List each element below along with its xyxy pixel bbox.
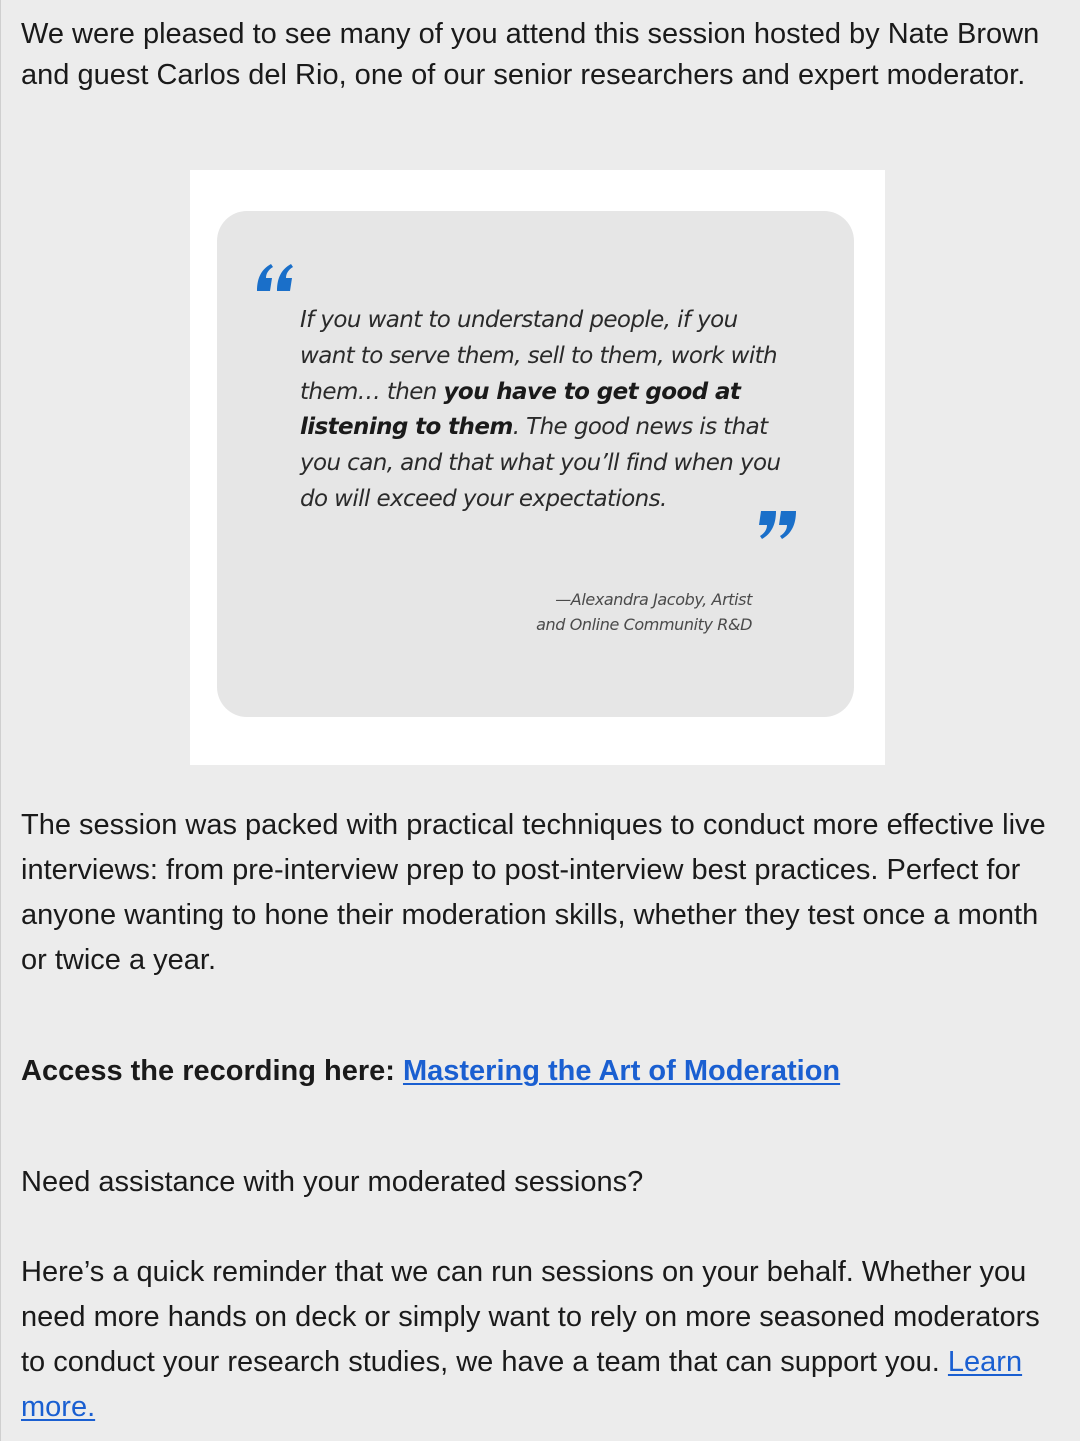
quote-attribution [536, 587, 752, 637]
learn-more-link[interactable]: Learn more. [21, 1346, 1023, 1423]
quote-card-inner [217, 211, 854, 717]
access-recording-paragraph [21, 1049, 1061, 1094]
quote-text-bold: you have to get good at listening to them [300, 378, 741, 441]
quote-text-part2: . The good news is that you can, and that what you’ll find when you do will exceed your expectations. [300, 414, 781, 512]
email-body [21, 14, 1051, 96]
close-quote-icon [750, 493, 800, 553]
reminder-paragraph [21, 1250, 1061, 1430]
access-recording-label: Access the recording here: [21, 1055, 403, 1087]
session-paragraph: The session was packed with practical techniques to conduct more effective live interviews: from pre-interview prep to post-interview best practices. Perfect for anyone wanting to hone their moderation skills, whether they test once a month or twice a year. [21, 809, 1046, 976]
quote-image [190, 170, 885, 765]
quote-attribution-line2: and Online Community R&D [536, 615, 752, 634]
quote-text [300, 303, 790, 518]
reminder-text: Here’s a quick reminder that we can run sessions on your behalf. Whether you need more hands on deck or simply want to rely on more seasoned moderators to conduct your research studies, we have a team that can support you. [21, 1256, 1040, 1378]
quote-attribution-line1: —Alexandra Jacoby, Artist [555, 590, 752, 609]
open-quote-icon [253, 251, 303, 311]
left-border [0, 0, 1, 1441]
need-assistance-paragraph: Need assistance with your moderated sessions? [21, 1166, 644, 1198]
quote-text-part1: If you want to understand people, if you want to serve them, sell to them, work with them… then [300, 307, 778, 405]
recording-link[interactable]: Mastering the Art of Moderation [402, 1055, 841, 1087]
intro-paragraph: We were pleased to see many of you attend this session hosted by Nate Brown and guest Carlos del Rio, one of our senior researchers and expert moderator. [21, 18, 1040, 91]
